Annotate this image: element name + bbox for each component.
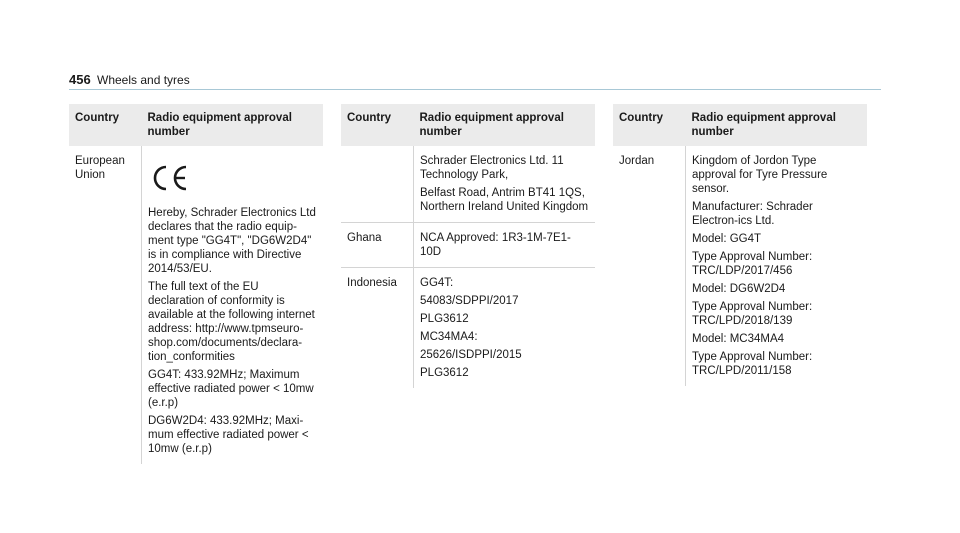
approval-cell	[414, 268, 596, 389]
table-row	[69, 146, 323, 464]
page-header	[69, 72, 881, 94]
approval-paragraph: Type Approval Number: TRC/LDP/2017/456	[692, 251, 813, 277]
approval-paragraph: Model: DG6W2D4	[692, 283, 786, 295]
approval-paragraph: The full text of the EU declaration of conformity is available at the following internet address: http://www.tpmseuro-shop.com/documents/declara-tion_conformities	[148, 281, 315, 363]
approval-paragraph: Model: MC34MA4	[692, 333, 785, 345]
country-cell: Indonesia	[341, 268, 414, 389]
approval-paragraph: Hereby, Schrader Electronics Ltd declares that the radio equip-ment type "GG4T", "DG6W2D4" is in compliance with Directive 2014/53/EU.	[148, 207, 316, 275]
column-header-approval: Radio equipment approval number	[686, 104, 868, 146]
approval-paragraph: PLG3612	[420, 313, 469, 325]
approval-paragraph: MC34MA4:	[420, 331, 478, 343]
approval-paragraph: 54083/SDPPI/2017	[420, 295, 519, 307]
table-row	[341, 146, 595, 223]
country-cell: Ghana	[341, 223, 414, 268]
approval-paragraph: GG4T:	[420, 277, 454, 289]
table-header-row	[341, 104, 595, 146]
approval-paragraph: Type Approval Number: TRC/LPD/2011/158	[692, 351, 813, 377]
table-row	[341, 223, 595, 268]
approval-paragraph: Type Approval Number: TRC/LPD/2018/139	[692, 301, 813, 327]
table-row	[341, 268, 595, 389]
column-header-country: Country	[613, 104, 686, 146]
country-cell	[341, 146, 414, 223]
approval-table-2	[341, 104, 595, 388]
page-number: 456	[69, 72, 91, 87]
table-header-row	[69, 104, 323, 146]
approval-paragraph: Kingdom of Jordon Type approval for Tyre Pressure sensor.	[692, 155, 828, 195]
approval-cell	[686, 146, 868, 386]
approval-cell	[414, 146, 596, 223]
header-divider	[69, 89, 881, 90]
column-header-country: Country	[69, 104, 142, 146]
ce-mark-icon	[150, 164, 188, 192]
approval-paragraph: Belfast Road, Antrim BT41 1QS, Northern Ireland United Kingdom	[420, 187, 589, 213]
approval-cell	[142, 146, 324, 464]
section-title: Wheels and tyres	[97, 73, 190, 87]
approval-table-1	[69, 104, 323, 464]
country-cell: European Union	[69, 146, 142, 464]
column-header-approval: Radio equipment approval number	[414, 104, 596, 146]
column-header-country: Country	[341, 104, 414, 146]
approval-paragraph: Schrader Electronics Ltd. 11 Technology Park,	[420, 155, 564, 181]
approval-paragraph: 25626/ISDPPI/2015	[420, 349, 522, 361]
approval-cell	[414, 223, 596, 268]
approval-paragraph: Manufacturer: Schrader Electron-ics Ltd.	[692, 201, 813, 227]
approval-paragraph: Model: GG4T	[692, 233, 762, 245]
approval-paragraph: DG6W2D4: 433.92MHz; Maxi-mum effective radiated power < 10mw (e.r.p)	[148, 415, 309, 455]
table-row	[613, 146, 867, 386]
approval-paragraph: PLG3612	[420, 367, 469, 379]
table-header-row	[613, 104, 867, 146]
column-header-approval: Radio equipment approval number	[142, 104, 324, 146]
approval-table-3	[613, 104, 867, 386]
country-cell: Jordan	[613, 146, 686, 386]
approval-paragraph: NCA Approved: 1R3-1M-7E1-10D	[420, 232, 571, 258]
approval-paragraph: GG4T: 433.92MHz; Maximum effective radiated power < 10mw (e.r.p)	[148, 369, 314, 409]
